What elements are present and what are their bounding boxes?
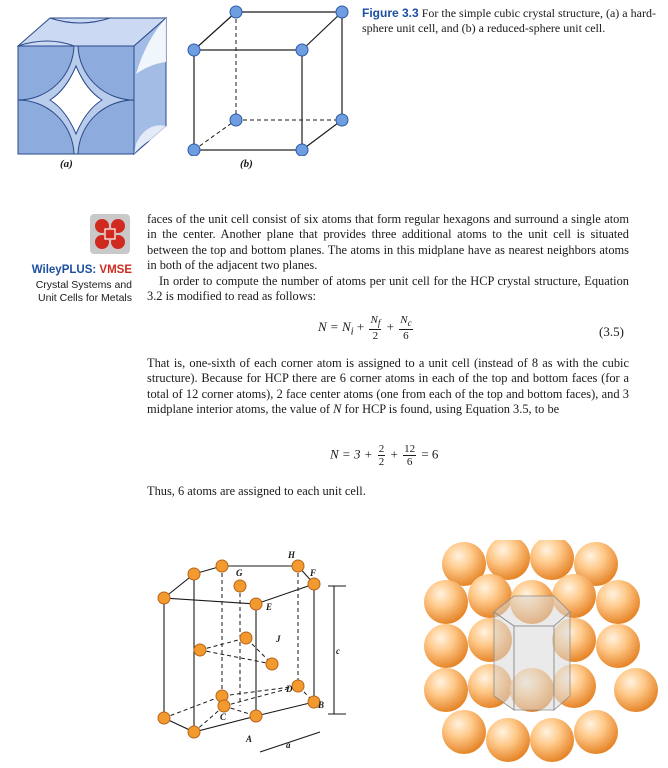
equation-3-5: [318, 314, 415, 342]
paragraph-3: That is, one-sixth of each corner atom is assigned to a unit cell (instead of 8 as with the cubic structure). Because for HCP there are 6 corner atoms in each of the top and bottom faces (for a total of 12 corner atoms), 2 face center atoms (one from each of the top and bottom faces), and 3 midplane interior atoms, the value of N for HCP is found, using Equation 3.5, to be: [147, 356, 629, 417]
hcp-label-a: A: [246, 734, 253, 744]
eq2-frac-1: $\frac{2}{2}$: [378, 443, 385, 468]
eq2-lhs: N = 3 +: [330, 446, 373, 462]
eq1-sub-i: i: [350, 325, 354, 338]
eq1-lhs: N = N: [318, 319, 351, 335]
hcp-label-c: C: [220, 712, 227, 722]
figure-label-a: (a): [60, 158, 73, 170]
hcp-label-b: B: [318, 700, 325, 710]
brand-accent: VMSE: [99, 264, 132, 276]
hard-sphere-unit-cell: [16, 16, 171, 156]
equation-number: (3.5): [599, 324, 624, 339]
hcp-label-j: J: [276, 634, 281, 644]
hcp-label-d: D: [286, 684, 293, 694]
figure-label-b: (b): [240, 158, 253, 170]
figure-number: Figure 3.3: [362, 6, 419, 20]
paragraph-2: In order to compute the number of atoms per unit cell for the HCP crystal structure, Equation 3.2 is modified to read as follows:: [147, 273, 629, 304]
paragraph-4: Thus, 6 atoms are assigned to each unit cell.: [147, 484, 366, 498]
eq1-frac-c: $\frac{N_c}{6}$: [400, 314, 412, 343]
hcp-dimension-a: a: [286, 740, 291, 750]
eq2-result: = 6: [421, 446, 439, 462]
wileyplus-sidebar: [20, 264, 132, 305]
eq1-plus-2: +: [386, 319, 394, 335]
wileyplus-brand[interactable]: [20, 264, 132, 277]
equation-hcp-result: [330, 443, 438, 468]
eq2-frac-2: $\frac{12}{6}$: [404, 443, 416, 468]
reduced-sphere-unit-cell: [180, 4, 355, 156]
hcp-hard-sphere-stack: [424, 540, 660, 768]
hcp-reduced-sphere-cell: [150, 546, 350, 768]
hcp-label-h: H: [288, 550, 296, 560]
body-text-bottom: [147, 484, 629, 499]
eq1-frac-f: $\frac{N_f}{2}$: [370, 314, 381, 343]
figure-caption: [362, 6, 662, 36]
topic-line-1: Crystal Systems and: [35, 279, 132, 291]
body-text-top: [147, 212, 629, 304]
hcp-dimension-c: c: [336, 646, 340, 656]
hcp-label-g: G: [236, 568, 243, 578]
brand-text: WileyPLUS:: [31, 264, 97, 276]
eq2-plus: +: [390, 446, 398, 462]
hcp-label-f: F: [310, 568, 317, 578]
eq1-plus-1: +: [356, 319, 365, 335]
figure-caption-text: For the simple cubic crystal structure, (a) a hard-sphere unit cell, and (b) a reduced-sphere unit cell.: [362, 6, 656, 35]
paragraph-1: faces of the unit cell consist of six atoms that form regular hexagons and surround a single atom in the center. Another plane that provides three additional atoms to the unit cell is situated between the top and bottom planes. The atoms in this midplane have as nearest neighbors atoms in both of the adjacent two planes.: [147, 212, 629, 273]
topic-line-2: Unit Cells for Metals: [38, 292, 132, 304]
body-text-middle: [147, 356, 629, 418]
hcp-label-e: E: [266, 602, 273, 612]
vmse-logo-icon: [90, 214, 130, 254]
